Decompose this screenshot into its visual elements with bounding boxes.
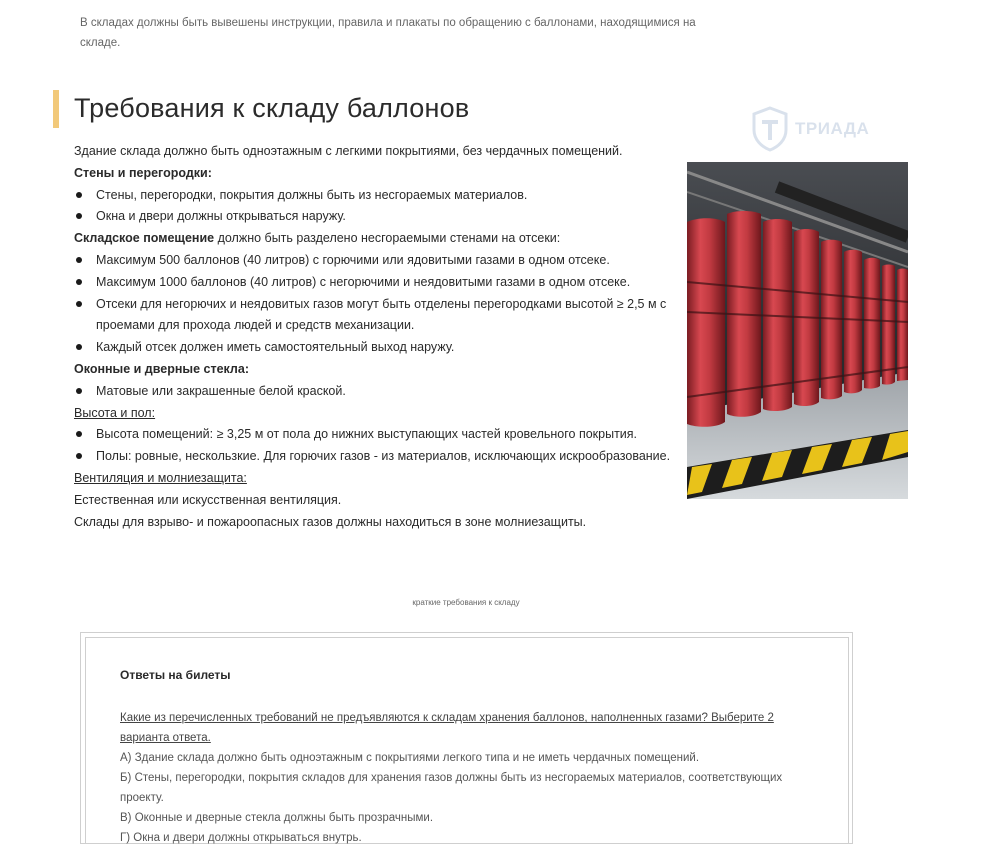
walls-list — [74, 185, 684, 229]
height-list — [74, 424, 684, 468]
answer-option: А) Здание склада должно быть одноэтажным с покрытиями легкого типа и не иметь чердачных помещений. — [120, 752, 700, 764]
list-item: Каждый отсек должен иметь самостоятельный выход наружу. — [74, 337, 684, 359]
glass-title: Оконные и дверные стекла: — [74, 361, 249, 376]
ventilation-paragraph: Естественная или искусственная вентиляция. — [74, 492, 342, 507]
answer-option: В) Оконные и дверные стекла должны быть прозрачными. — [120, 812, 434, 824]
list-item: Максимум 1000 баллонов (40 литров) с негорючими и неядовитыми газами в одном отсеке. — [74, 272, 684, 294]
storage-paragraph — [74, 228, 684, 250]
answers-title: Ответы на билеты — [120, 668, 231, 682]
glass-list — [74, 381, 684, 403]
intro-text: В складах должны быть вывешены инструкции, правила и плакаты по обращению с баллонами, находящимися на складе. — [80, 17, 696, 49]
gas-cylinders-illustration — [687, 162, 908, 499]
triada-logo — [751, 106, 871, 152]
list-item: Высота помещений: ≥ 3,25 м от пола до нижних выступающих частей кровельного покрытия. — [74, 424, 684, 446]
list-item: Максимум 500 баллонов (40 литров) с горючими или ядовитыми газами в одном отсеке. — [74, 250, 684, 272]
requirements-content — [74, 141, 684, 533]
list-item: Матовые или закрашенные белой краской. — [74, 381, 684, 403]
list-item: Стены, перегородки, покрытия должны быть из несгораемых материалов. — [74, 185, 684, 207]
answers-body — [120, 708, 800, 848]
answer-option: Б) Стены, перегородки, покрытия складов для хранения газов должны быть из несгораемых материалов, соответствующих проекту. — [120, 772, 783, 804]
heading-accent-bar — [53, 90, 59, 128]
storage-rest-text: должно быть разделено несгораемыми стенами на отсеки: — [214, 231, 561, 246]
building-paragraph: Здание склада должно быть одноэтажным с легкими покрытиями, без чердачных помещений. — [74, 144, 623, 158]
height-title: Высота и пол: — [74, 405, 156, 420]
lightning-paragraph: Склады для взрыво- и пожароопасных газов должны находиться в зоне молниезащиты. — [74, 514, 587, 529]
list-item: Окна и двери должны открываться наружу. — [74, 206, 684, 228]
answer-option: Г) Окна и двери должны открываться внутрь. — [120, 832, 362, 844]
list-item: Полы: ровные, нескользкие. Для горючих газов - из материалов, исключающих искрообразование. — [74, 446, 684, 468]
storage-list — [74, 250, 684, 359]
answers-inner-frame — [85, 637, 849, 843]
question-link[interactable]: Какие из перечисленных требований не предъявляются к складам хранения баллонов, наполненных газами? Выберите 2 варианта ответа. — [120, 712, 774, 744]
gas-cylinders-photo — [687, 162, 908, 499]
logo-text: ТРИАДА — [795, 119, 870, 138]
image-caption: краткие требования к складу — [412, 598, 520, 607]
storage-bold-label: Складское помещение — [74, 231, 215, 246]
list-item: Отсеки для негорючих и неядовитых газов могут быть отделены перегородками высотой ≥ 2,5 м с проемами для прохода людей и средств механизации. — [74, 294, 684, 338]
ventilation-title: Вентиляция и молниезащита: — [74, 470, 247, 485]
walls-title: Стены и перегородки: — [74, 165, 212, 180]
shield-logo-icon — [751, 106, 789, 152]
page-title: Требования к складу баллонов — [74, 93, 470, 123]
answers-box — [80, 632, 853, 844]
